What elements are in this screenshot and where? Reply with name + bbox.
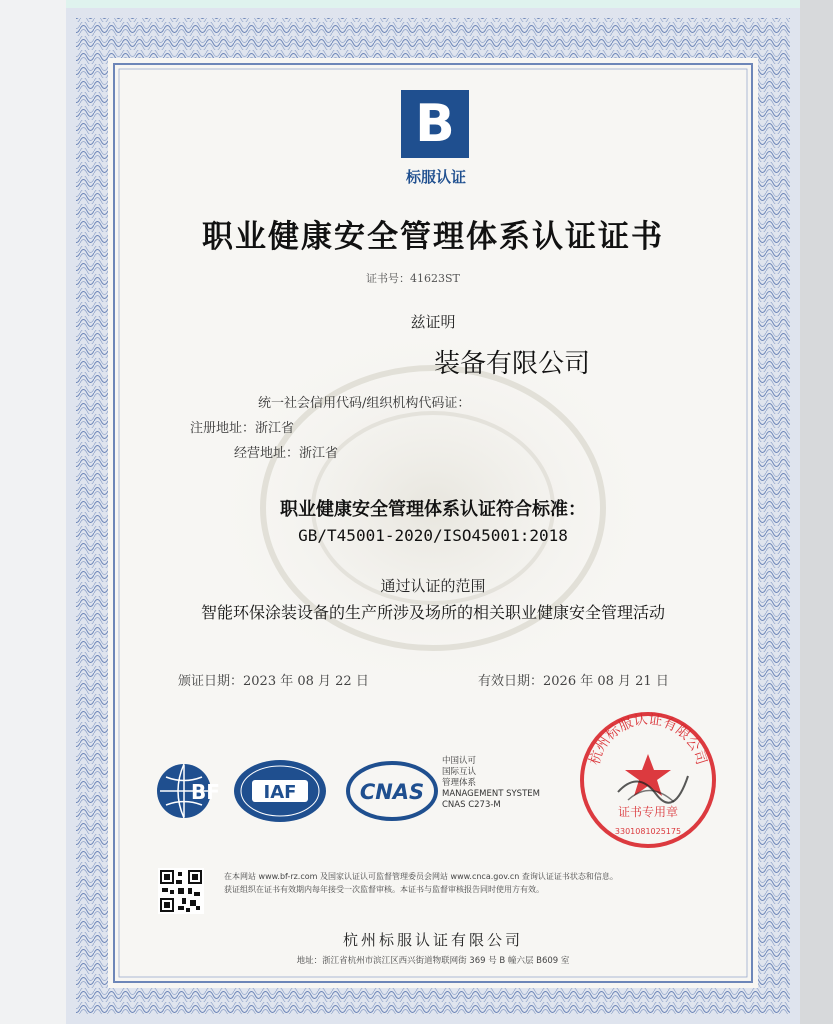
business-address-value: 浙江省 <box>299 446 339 461</box>
verification-note <box>224 870 764 896</box>
cnas-logo-text: CNAS <box>359 780 425 804</box>
prove-text: 兹证明 <box>410 313 456 331</box>
standard-title: 职业健康安全管理体系认证符合标准： <box>280 499 586 520</box>
valid-date: 有效日期：2026 年 08 月 21 日 <box>478 674 669 689</box>
cnas-logo <box>346 760 438 822</box>
logo-name: 标服认证 <box>405 168 466 186</box>
official-seal <box>578 710 718 850</box>
certificate-document <box>66 8 800 1024</box>
verification-note-line: 获证组织在证书有效期内每年接受一次监督审核。本证书与监督审核报告同时使用方有效。 <box>224 885 544 894</box>
standard-code: GB/T45001-2020/ISO45001:2018 <box>298 526 568 545</box>
right-background-margin <box>800 0 833 1024</box>
company-name: 装备有限公司 <box>434 349 591 379</box>
verification-note-line: 在本网站 www.bf-rz.com 及国家认证认可监督管理委员会网站 www.cnca.gov.cn 查询认证证书状态和信息。 <box>224 872 618 881</box>
logo-letter: B <box>415 94 455 154</box>
certifier-logo <box>401 90 469 158</box>
seal-number: 3301081025175 <box>614 827 682 836</box>
certificate-number <box>366 270 460 286</box>
business-address-label: 经营地址： <box>234 446 300 461</box>
registered-address-value: 浙江省 <box>255 421 295 436</box>
scope-text: 智能环保涂装设备的生产所涉及场所的相关职业健康安全管理活动 <box>200 603 665 622</box>
registered-address-field <box>190 417 294 436</box>
left-background-margin <box>0 0 66 1024</box>
cnas-accreditation-text: 中国认可 国际互认 管理体系 MANAGEMENT SYSTEM CNAS C273-M <box>442 756 540 810</box>
iaf-logo-text: IAF <box>263 782 297 803</box>
certificate-number-label: 证书号： <box>366 272 410 285</box>
top-background-strip <box>0 0 833 8</box>
credit-code-field <box>258 392 470 411</box>
seal-ring-text: 杭州标服认证有限公司 <box>586 711 710 767</box>
issuer-address: 地址：浙江省杭州市滨江区西兴街道物联网街 369 号 B 幢六层 B609 室 <box>296 956 570 966</box>
bf-logo <box>154 760 220 822</box>
registered-address-label: 注册地址： <box>190 421 256 436</box>
certificate-title: 职业健康安全管理体系认证证书 <box>202 219 664 255</box>
scope-title: 通过认证的范围 <box>380 577 486 595</box>
qr-code <box>158 868 204 914</box>
certificate-number-value: 41623ST <box>410 272 460 285</box>
iaf-logo <box>232 758 328 824</box>
issue-date: 颁证日期：2023 年 08 月 22 日 <box>178 674 369 689</box>
issuer-name: 杭州标服认证有限公司 <box>342 931 523 949</box>
business-address-field <box>234 442 338 461</box>
credit-code-label: 统一社会信用代码/组织机构代码证： <box>258 396 471 411</box>
bf-logo-text: BF <box>191 780 220 804</box>
seal-center-text: 证书专用章 <box>617 805 679 819</box>
